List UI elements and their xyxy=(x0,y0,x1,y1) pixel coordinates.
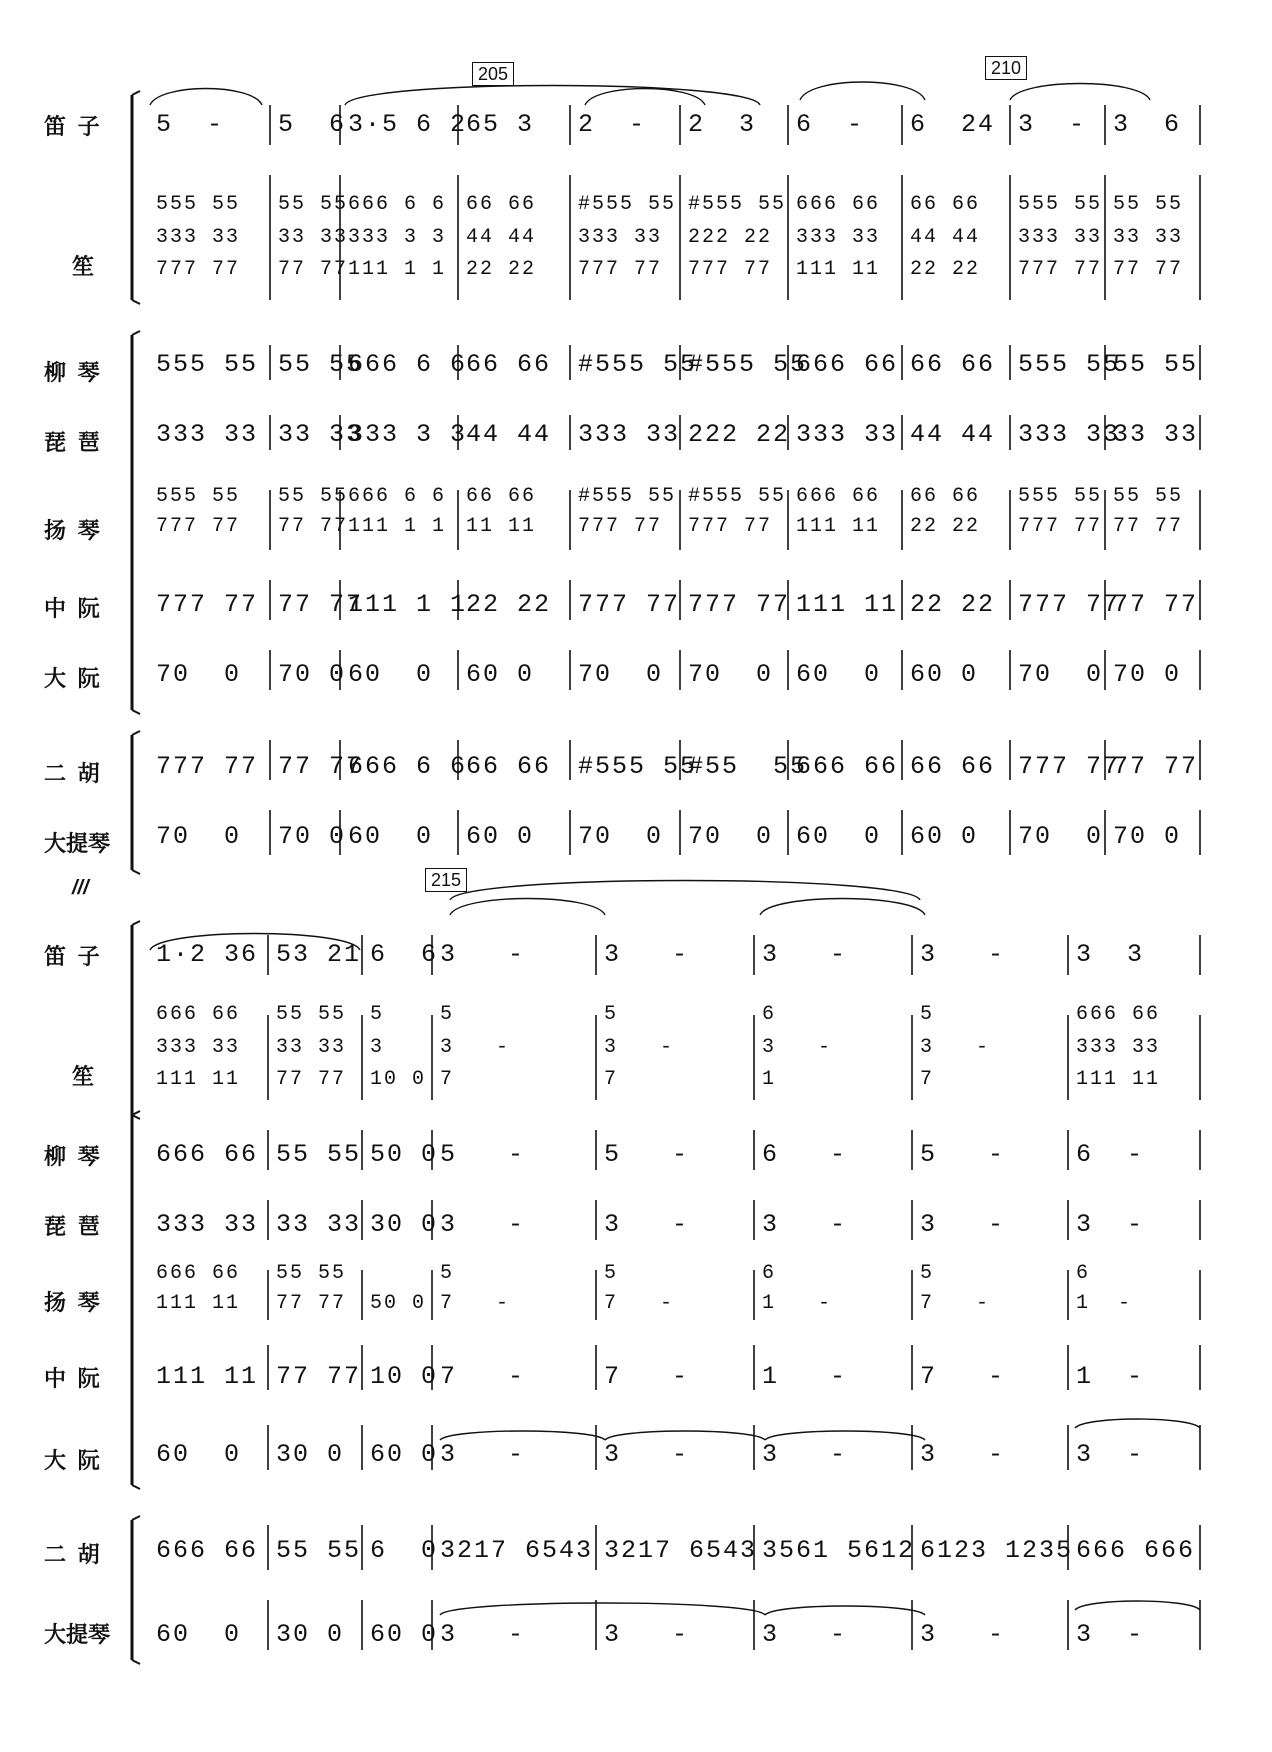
erhu-measure: 77 77 xyxy=(1113,752,1199,781)
daruan-measure: 60 0 xyxy=(910,660,979,689)
slur xyxy=(765,1606,925,1615)
label-dizi-2: 笛 子 xyxy=(44,945,102,970)
liuqin-2-measure: 6 - xyxy=(1076,1140,1145,1169)
yangqin-top-measure: 666 66 xyxy=(796,485,881,508)
bracket-winds-bottom xyxy=(132,300,140,304)
sheng-bot-measure: 77 77 xyxy=(278,258,349,281)
bracket-bowed-2-top xyxy=(132,1516,140,1520)
label-yangqin-2: 扬 琴 xyxy=(44,1291,102,1316)
erhu-2-measure: 666 666 xyxy=(1076,1536,1196,1565)
datiqin-measure: 60 0 xyxy=(910,822,979,851)
erhu-measure: 777 77 xyxy=(1018,752,1121,781)
yangqin-bot-2-measure: 1 - xyxy=(762,1292,833,1315)
sheng-mid-2-measure: 3 - xyxy=(920,1036,991,1059)
dizi-2-measure: 1·2 36 xyxy=(156,940,259,969)
datiqin-measure: 70 0 xyxy=(578,822,664,851)
system-break-mark: /// xyxy=(72,877,89,899)
datiqin-2-measure: 3 - xyxy=(920,1620,1006,1649)
sheng-mid-measure: 333 3 3 xyxy=(348,226,447,249)
sheng-top-measure: 66 66 xyxy=(910,193,981,216)
yangqin-top-measure: 555 55 xyxy=(1018,485,1103,508)
sheng-bot-measure: 777 77 xyxy=(578,258,663,281)
zhongruan-measure: 777 77 xyxy=(1018,590,1121,619)
sheng-mid-measure: 333 33 xyxy=(1018,226,1103,249)
sheng-mid-2-measure: 333 33 xyxy=(1076,1036,1161,1059)
yangqin-bot-measure: 11 11 xyxy=(466,515,537,538)
daruan-measure: 70 0 xyxy=(1018,660,1104,689)
dizi-2-measure: 3 - xyxy=(440,940,526,969)
yangqin-bot-2-measure: 7 - xyxy=(440,1292,511,1315)
bracket-bowed-2-bottom xyxy=(132,1660,140,1664)
sheng-bot-measure: 111 1 1 xyxy=(348,258,447,281)
yangqin-bot-measure: 77 77 xyxy=(1113,515,1184,538)
dizi-2-measure: 3 3 xyxy=(1076,940,1145,969)
sheng-mid-2-measure: 3 - xyxy=(440,1036,511,1059)
liuqin-2-measure: 5 - xyxy=(440,1140,526,1169)
datiqin-measure: 70 0 xyxy=(1018,822,1104,851)
dizi-2-measure: 3 - xyxy=(604,940,690,969)
liuqin-measure: #555 55 xyxy=(688,350,808,379)
pipa-measure: 44 44 xyxy=(466,420,552,449)
sheng-top-measure: #555 55 xyxy=(578,193,677,216)
label-zhongruan-2: 中 阮 xyxy=(44,1367,102,1392)
yangqin-bot-measure: 777 77 xyxy=(1018,515,1103,538)
sheng-mid-measure: 33 33 xyxy=(278,226,349,249)
slur xyxy=(1075,1419,1200,1428)
dizi-measure: 6 - xyxy=(796,110,865,139)
dizi-2-measure: 53 21 xyxy=(276,940,362,969)
erhu-2-measure: 666 66 xyxy=(156,1536,259,1565)
yangqin-top-2-measure: 6 xyxy=(1076,1262,1091,1285)
pipa-measure: 333 33 xyxy=(578,420,681,449)
sheng-bot-measure: 111 11 xyxy=(796,258,881,281)
slur xyxy=(765,1431,925,1440)
sheng-mid-2-measure: 33 33 xyxy=(276,1036,347,1059)
liuqin-2-measure: 666 66 xyxy=(156,1140,259,1169)
yangqin-bot-2-measure: 111 11 xyxy=(156,1292,241,1315)
sheng-bot-measure: 22 22 xyxy=(466,258,537,281)
yangqin-bot-2-measure: 77 77 xyxy=(276,1292,347,1315)
dizi-2-measure: 3 - xyxy=(762,940,848,969)
sheng-bot-2-measure: 111 11 xyxy=(1076,1068,1161,1091)
liuqin-2-measure: 5 - xyxy=(604,1140,690,1169)
datiqin-measure: 70 0 xyxy=(156,822,242,851)
zhongruan-measure: 77 77 xyxy=(278,590,364,619)
bracket-bowed-top xyxy=(132,731,140,735)
yangqin-top-2-measure: 666 66 xyxy=(156,1262,241,1285)
pipa-measure: 33 33 xyxy=(278,420,364,449)
sheng-mid-measure: 333 33 xyxy=(156,226,241,249)
liuqin-measure: 66 66 xyxy=(910,350,996,379)
daruan-2-measure: 60 0 xyxy=(370,1440,439,1469)
yangqin-bot-measure: 22 22 xyxy=(910,515,981,538)
slur xyxy=(800,82,925,100)
slur xyxy=(1010,84,1150,101)
sheng-top-2-measure: 6 xyxy=(762,1003,777,1026)
daruan-2-measure: 3 - xyxy=(440,1440,526,1469)
label-sheng-2: 笙 xyxy=(72,1065,97,1090)
slur xyxy=(150,89,262,106)
datiqin-2-measure: 60 0 xyxy=(156,1620,242,1649)
datiqin-measure: 70 0 xyxy=(688,822,774,851)
sheng-mid-2-measure: 3 - xyxy=(762,1036,833,1059)
sheng-bot-measure: 77 77 xyxy=(1113,258,1184,281)
yangqin-top-2-measure: 55 55 xyxy=(276,1262,347,1285)
datiqin-2-measure: 60 0 xyxy=(370,1620,439,1649)
label-sheng: 笙 xyxy=(72,255,97,280)
yangqin-top-measure: 666 6 6 xyxy=(348,485,447,508)
sheng-bot-measure: 777 77 xyxy=(688,258,773,281)
slur xyxy=(605,1431,765,1440)
sheng-top-measure: #555 55 xyxy=(688,193,787,216)
daruan-2-measure: 3 - xyxy=(604,1440,690,1469)
erhu-2-measure: 3217 6543 xyxy=(604,1536,758,1565)
bracket-plucked-2-bottom xyxy=(132,1485,140,1489)
yangqin-bot-measure: 777 77 xyxy=(578,515,663,538)
sheng-top-measure: 55 55 xyxy=(278,193,349,216)
yangqin-top-2-measure: 5 xyxy=(440,1262,455,1285)
daruan-measure: 60 0 xyxy=(796,660,882,689)
slur xyxy=(1075,1601,1200,1610)
sheng-bot-2-measure: 10 0 xyxy=(370,1068,427,1091)
dizi-measure: 3 6 xyxy=(1113,110,1182,139)
liuqin-2-measure: 6 - xyxy=(762,1140,848,1169)
daruan-measure: 70 0 xyxy=(1113,660,1182,689)
yangqin-top-measure: 555 55 xyxy=(156,485,241,508)
daruan-measure: 70 0 xyxy=(578,660,664,689)
label-dizi: 笛 子 xyxy=(44,115,102,140)
rehearsal-mark-210: 210 xyxy=(985,56,1027,80)
yangqin-top-measure: 66 66 xyxy=(466,485,537,508)
yangqin-bot-2-measure: 7 - xyxy=(604,1292,675,1315)
liuqin-measure: 55 55 xyxy=(1113,350,1199,379)
liuqin-measure: 666 66 xyxy=(796,350,899,379)
pipa-2-measure: 33 33 xyxy=(276,1210,362,1239)
daruan-2-measure: 3 - xyxy=(762,1440,848,1469)
liuqin-measure: 66 66 xyxy=(466,350,552,379)
yangqin-top-2-measure: 5 xyxy=(920,1262,935,1285)
label-zhongruan: 中 阮 xyxy=(44,597,102,622)
sheng-top-2-measure: 666 66 xyxy=(1076,1003,1161,1026)
yangqin-top-measure: 55 55 xyxy=(1113,485,1184,508)
sheng-mid-measure: 222 22 xyxy=(688,226,773,249)
sheng-bot-2-measure: 77 77 xyxy=(276,1068,347,1091)
datiqin-2-measure: 3 - xyxy=(762,1620,848,1649)
liuqin-2-measure: 55 55 xyxy=(276,1140,362,1169)
label-liuqin-2: 柳 琴 xyxy=(44,1145,102,1170)
sheng-top-2-measure: 5 xyxy=(440,1003,455,1026)
slur xyxy=(345,86,760,106)
datiqin-2-measure: 3 - xyxy=(604,1620,690,1649)
bracket-plucked-bottom xyxy=(132,710,140,714)
erhu-2-measure: 3561 5612 xyxy=(762,1536,916,1565)
sheng-bot-2-measure: 7 xyxy=(920,1068,935,1091)
dizi-2-measure: 3 - xyxy=(920,940,1006,969)
daruan-measure: 70 0 xyxy=(278,660,347,689)
sheng-top-2-measure: 5 xyxy=(604,1003,619,1026)
sheng-top-measure: 66 66 xyxy=(466,193,537,216)
sheng-mid-measure: 44 44 xyxy=(910,226,981,249)
erhu-measure: #555 55 xyxy=(578,752,698,781)
erhu-measure: #55 55 xyxy=(688,752,808,781)
sheng-mid-2-measure: 3 - xyxy=(604,1036,675,1059)
sheng-top-measure: 666 66 xyxy=(796,193,881,216)
rehearsal-mark-205: 205 xyxy=(472,62,514,86)
label-liuqin: 柳 琴 xyxy=(44,361,102,386)
sheng-mid-measure: 333 33 xyxy=(578,226,663,249)
zhongruan-2-measure: 77 77 xyxy=(276,1362,362,1391)
daruan-2-measure: 60 0 xyxy=(156,1440,242,1469)
zhongruan-measure: 777 77 xyxy=(578,590,681,619)
erhu-measure: 777 77 xyxy=(156,752,259,781)
yangqin-top-measure: 55 55 xyxy=(278,485,349,508)
sheng-top-2-measure: 5 xyxy=(920,1003,935,1026)
datiqin-2-measure: 3 - xyxy=(440,1620,526,1649)
pipa-2-measure: 3 - xyxy=(920,1210,1006,1239)
daruan-measure: 60 0 xyxy=(466,660,535,689)
yangqin-top-2-measure: 6 xyxy=(762,1262,777,1285)
yangqin-bot-2-measure: 1 - xyxy=(1076,1292,1133,1315)
zhongruan-measure: 111 11 xyxy=(796,590,899,619)
pipa-measure: 44 44 xyxy=(910,420,996,449)
datiqin-2-measure: 3 - xyxy=(1076,1620,1145,1649)
zhongruan-measure: 777 77 xyxy=(688,590,791,619)
erhu-2-measure: 55 55 xyxy=(276,1536,362,1565)
erhu-measure: 666 6 6 xyxy=(348,752,468,781)
sheng-mid-measure: 44 44 xyxy=(466,226,537,249)
daruan-measure: 70 0 xyxy=(156,660,242,689)
sheng-bot-measure: 777 77 xyxy=(1018,258,1103,281)
liuqin-2-measure: 50 0 xyxy=(370,1140,439,1169)
pipa-measure: 333 33 xyxy=(156,420,259,449)
zhongruan-2-measure: 1 - xyxy=(1076,1362,1145,1391)
sheng-mid-measure: 333 33 xyxy=(796,226,881,249)
label-daruan-2: 大 阮 xyxy=(44,1449,102,1474)
sheng-mid-2-measure: 333 33 xyxy=(156,1036,241,1059)
label-daruan: 大 阮 xyxy=(44,667,102,692)
zhongruan-2-measure: 7 - xyxy=(440,1362,526,1391)
yangqin-top-measure: #555 55 xyxy=(578,485,677,508)
dizi-measure: 2 - xyxy=(578,110,647,139)
liuqin-measure: #555 55 xyxy=(578,350,698,379)
erhu-measure: 77 77 xyxy=(278,752,364,781)
datiqin-measure: 60 0 xyxy=(796,822,882,851)
datiqin-2-measure: 30 0 xyxy=(276,1620,345,1649)
liuqin-measure: 666 6 6 xyxy=(348,350,468,379)
sheng-bot-measure: 22 22 xyxy=(910,258,981,281)
bracket-winds-top xyxy=(132,91,140,95)
sheng-bot-measure: 777 77 xyxy=(156,258,241,281)
sheng-bot-2-measure: 111 11 xyxy=(156,1068,241,1091)
zhongruan-2-measure: 111 11 xyxy=(156,1362,259,1391)
dizi-measure: 6 24 xyxy=(910,110,996,139)
yangqin-bot-2-measure: 50 0 xyxy=(370,1292,427,1315)
slur xyxy=(450,881,920,901)
yangqin-top-measure: 66 66 xyxy=(910,485,981,508)
label-datiqin-2: 大提琴 xyxy=(44,1623,111,1648)
dizi-measure: 65 3 xyxy=(466,110,535,139)
zhongruan-2-measure: 10 0 xyxy=(370,1362,439,1391)
sheng-top-measure: 555 55 xyxy=(1018,193,1103,216)
pipa-2-measure: 3 - xyxy=(604,1210,690,1239)
zhongruan-measure: 111 1 1 xyxy=(348,590,468,619)
erhu-2-measure: 3217 6543 xyxy=(440,1536,594,1565)
label-pipa: 琵 琶 xyxy=(44,431,102,456)
erhu-measure: 66 66 xyxy=(910,752,996,781)
sheng-mid-measure: 33 33 xyxy=(1113,226,1184,249)
daruan-2-measure: 3 - xyxy=(1076,1440,1145,1469)
daruan-2-measure: 3 - xyxy=(920,1440,1006,1469)
dizi-measure: 3 - xyxy=(1018,110,1087,139)
dizi-measure: 5 6 xyxy=(278,110,347,139)
yangqin-bot-measure: 111 1 1 xyxy=(348,515,447,538)
daruan-2-measure: 30 0 xyxy=(276,1440,345,1469)
sheng-bot-2-measure: 7 xyxy=(440,1068,455,1091)
slur xyxy=(585,89,705,106)
bracket-bowed-bottom xyxy=(132,870,140,874)
zhongruan-measure: 22 22 xyxy=(466,590,552,619)
zhongruan-measure: 22 22 xyxy=(910,590,996,619)
dizi-2-measure: 6 6 xyxy=(370,940,439,969)
yangqin-bot-measure: 77 77 xyxy=(278,515,349,538)
zhongruan-2-measure: 7 - xyxy=(604,1362,690,1391)
sheng-top-2-measure: 5 xyxy=(370,1003,385,1026)
slur xyxy=(450,899,605,916)
slur xyxy=(440,1603,765,1615)
pipa-2-measure: 3 - xyxy=(762,1210,848,1239)
zhongruan-2-measure: 7 - xyxy=(920,1362,1006,1391)
sheng-top-measure: 666 6 6 xyxy=(348,193,447,216)
pipa-measure: 333 33 xyxy=(796,420,899,449)
bracket-plucked-top xyxy=(132,331,140,335)
label-erhu-2: 二 胡 xyxy=(44,1543,102,1568)
dizi-measure: 3·5 6 2 xyxy=(348,110,468,139)
datiqin-measure: 70 0 xyxy=(1113,822,1182,851)
liuqin-measure: 555 55 xyxy=(1018,350,1121,379)
dizi-measure: 2 3 xyxy=(688,110,757,139)
pipa-measure: 333 33 xyxy=(1018,420,1121,449)
erhu-2-measure: 6 0 xyxy=(370,1536,439,1565)
slur xyxy=(760,899,925,916)
label-yangqin: 扬 琴 xyxy=(44,519,102,544)
yangqin-top-2-measure: 5 xyxy=(604,1262,619,1285)
sheng-mid-2-measure: 3 xyxy=(370,1036,385,1059)
erhu-measure: 66 66 xyxy=(466,752,552,781)
pipa-measure: 222 22 xyxy=(688,420,791,449)
pipa-2-measure: 3 - xyxy=(1076,1210,1145,1239)
label-erhu: 二 胡 xyxy=(44,762,102,787)
sheng-top-measure: 555 55 xyxy=(156,193,241,216)
zhongruan-measure: 77 77 xyxy=(1113,590,1199,619)
label-datiqin: 大提琴 xyxy=(44,832,111,857)
sheng-top-2-measure: 666 66 xyxy=(156,1003,241,1026)
slur xyxy=(440,1431,605,1440)
erhu-measure: 666 66 xyxy=(796,752,899,781)
liuqin-2-measure: 5 - xyxy=(920,1140,1006,1169)
sheng-top-2-measure: 55 55 xyxy=(276,1003,347,1026)
pipa-measure: 33 33 xyxy=(1113,420,1199,449)
pipa-2-measure: 3 - xyxy=(440,1210,526,1239)
datiqin-measure: 70 0 xyxy=(278,822,347,851)
sheng-bot-2-measure: 1 xyxy=(762,1068,777,1091)
yangqin-top-measure: #555 55 xyxy=(688,485,787,508)
erhu-2-measure: 6123 1235 xyxy=(920,1536,1074,1565)
liuqin-measure: 555 55 xyxy=(156,350,259,379)
daruan-measure: 70 0 xyxy=(688,660,774,689)
pipa-2-measure: 30 0 xyxy=(370,1210,439,1239)
label-pipa-2: 琵 琶 xyxy=(44,1215,102,1240)
bracket-winds-2-top xyxy=(132,921,140,925)
pipa-2-measure: 333 33 xyxy=(156,1210,259,1239)
yangqin-bot-2-measure: 7 - xyxy=(920,1292,991,1315)
pipa-measure: 333 3 3 xyxy=(348,420,468,449)
dizi-measure: 5 - xyxy=(156,110,225,139)
daruan-measure: 60 0 xyxy=(348,660,434,689)
zhongruan-measure: 777 77 xyxy=(156,590,259,619)
sheng-bot-2-measure: 7 xyxy=(604,1068,619,1091)
yangqin-bot-measure: 111 11 xyxy=(796,515,881,538)
rehearsal-mark-215: 215 xyxy=(425,868,467,892)
sheng-top-measure: 55 55 xyxy=(1113,193,1184,216)
zhongruan-2-measure: 1 - xyxy=(762,1362,848,1391)
datiqin-measure: 60 0 xyxy=(466,822,535,851)
liuqin-measure: 55 55 xyxy=(278,350,364,379)
yangqin-bot-measure: 777 77 xyxy=(156,515,241,538)
datiqin-measure: 60 0 xyxy=(348,822,434,851)
yangqin-bot-measure: 777 77 xyxy=(688,515,773,538)
